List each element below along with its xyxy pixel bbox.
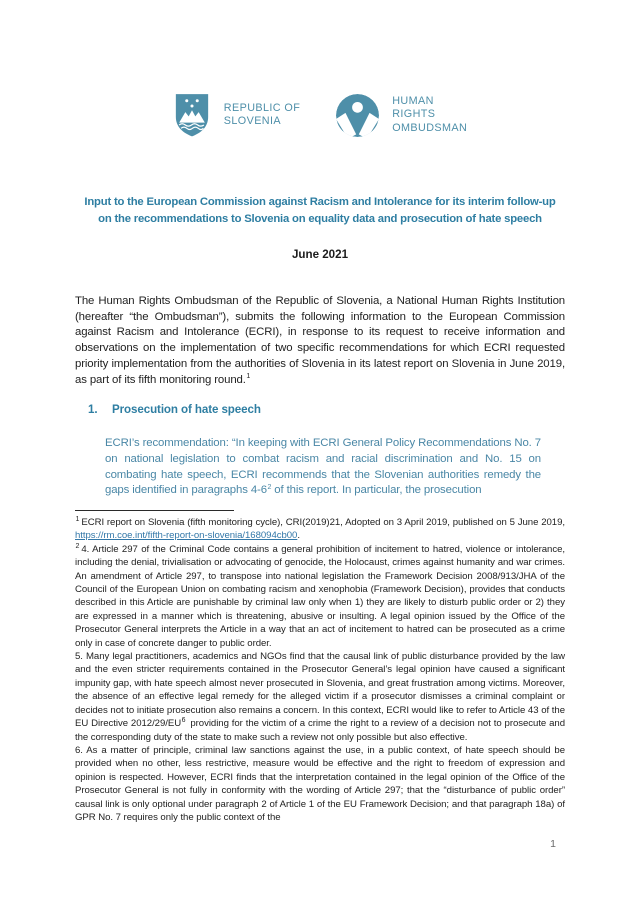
- logo-label-line: RIGHTS: [392, 108, 436, 121]
- human-rights-ombudsman-logo: [336, 94, 467, 137]
- footnote-2: [75, 543, 565, 825]
- section-1-heading: [88, 403, 261, 416]
- intro-text: The Human Rights Ombudsman of the Republic of Slovenia, a National Human Rights Institution (hereafter “the Ombudsman”), submits the following information to the European Commission against Racism and Intolerance (ECRI), in response to its request to receive information and observations on the implementation of two specific recommendations for which ECRI requested priority implementation from the authorities of Slovenia in its latest report on Slovenia in June 2019, as part of its fifth monitoring round.: [75, 295, 565, 386]
- logo-label-line: HUMAN: [392, 94, 434, 107]
- footnotes-section: [75, 510, 565, 824]
- footnote-1-marker: 1: [75, 515, 80, 523]
- footnote-1-link[interactable]: https://rm.coe.int/fifth-report-on-slovenia/168094cb00: [75, 530, 298, 542]
- document-title: [0, 194, 640, 227]
- logo-label-line: REPUBLIC OF: [223, 101, 301, 114]
- footnote-2-para-5-text-cont: providing for the victim of a crime the right to a review of a decision not to prosecute and the corresponding duty of the state to make such a review not only possible but also effective.: [75, 718, 565, 743]
- document-title-line2: on the recommendations to Slovenia on equality data and prosecution of hate speech: [98, 212, 542, 225]
- footnote-separator-line: [75, 510, 234, 511]
- footnote-ref-1: 1: [246, 372, 251, 380]
- footnote-2-para-5: [75, 650, 565, 744]
- document-date: June 2021: [291, 248, 349, 261]
- footnote-ref-2: 2: [267, 483, 272, 491]
- footnote-2-para-6: 6. As a matter of principle, criminal law sanctions against the use, in a public context, of hate speech should be provided when no other, less restrictive, measure would be effective and the right to freedom of expression and opinion is respected. However, ECRI finds that the interpretation contained in the legal opinion of the Office of the Prosecutor General is not fully in conformity with the wording of Article 297; that the “disturbance of public order” causal link is only optional under paragraph 2 of Article 1 of the EU Framework Decision; and that paragraph 18a) of GPR No. 7 requires only the public context of the: [75, 744, 565, 823]
- intro-paragraph: [75, 294, 565, 388]
- section-number: 1.: [88, 403, 98, 416]
- republic-of-slovenia-label: [224, 102, 300, 129]
- quote-text-part1: ECRI’s recommendation: “In keeping with ECRI General Policy Recommendations No. 7 on national legislation to combat racism and racial discrimination and No. 15 on combating hate speech, ECRI recommends that the Slovenian authorities remedy the gaps identified in paragraphs 4-6: [105, 437, 541, 497]
- header-logos: [0, 92, 640, 138]
- document-title-line1: Input to the European Commission against Racism and Intolerance for its interim follow-up: [84, 196, 556, 208]
- logo-label-line: OMBUDSMAN: [392, 121, 468, 134]
- footnote-2-para-5-text: 5. Many legal practitioners, academics and NGOs find that the causal link of public disturbance provided by the law and the even stricter requirements contained in the Prosecutor General’s legal opinion have caused a significant impunity gap, with hate speech almost never prosecuted in Slovenia, and great frustration among victims. Moreover, the absence of an effective legal remedy for the alleged victim if a prosecutor dismisses a criminal complaint or decides not to initiate prosecution also remains a concern. In this context, ECRI would like to refer to Article 43 of the EU Directive 2012/29/EU: [75, 651, 565, 730]
- footnote-2-para-4: [75, 543, 565, 650]
- quote-text-part2: of this report. In particular, the prosecution: [271, 484, 482, 497]
- footnote-ref-6: 6: [181, 716, 186, 724]
- footnote-1-text: ECRI report on Slovenia (fifth monitoring cycle), CRI(2019)21, Adopted on 3 April 2019, published on 5 June 2019,: [81, 517, 565, 528]
- ecri-recommendation-quote: [105, 436, 541, 499]
- footnote-1: [75, 516, 565, 543]
- human-rights-ombudsman-icon: [336, 94, 379, 137]
- footnote-2-para-4-text: 4. Article 297 of the Criminal Code contains a general prohibition of incitement to hatred, violence or intolerance, including the denial, trivialisation or advocating of genocide, the Holocaust, crimes against humanity and war crimes. An amendment of Article 297, to transpose into national legislation the Framework Decision 2008/913/JHA of the Council of the European Union on combating racism and xenophobia (Framework Decision), provides that conducts described in this Article are punishable by criminal law only when 1) they are likely to disturb public order or 2) they are expressed in a manner which is threatening, abusive or insulting. A legal opinion issued by the Office of the Prosecutor General interprets the Article in a way that an act of incitement to hatred can be prosecuted as a crime only in case of concrete danger to public order.: [75, 543, 565, 649]
- section-title: Prosecution of hate speech: [112, 403, 261, 416]
- slovenia-coat-of-arms-icon: [173, 92, 211, 138]
- page-number: 1: [550, 838, 556, 850]
- human-rights-ombudsman-label: [392, 95, 467, 136]
- republic-of-slovenia-logo: [173, 92, 300, 138]
- footnote-2-marker: 2: [75, 542, 80, 550]
- footnote-1-period: .: [297, 530, 300, 542]
- logo-label-line: SLOVENIA: [223, 115, 282, 127]
